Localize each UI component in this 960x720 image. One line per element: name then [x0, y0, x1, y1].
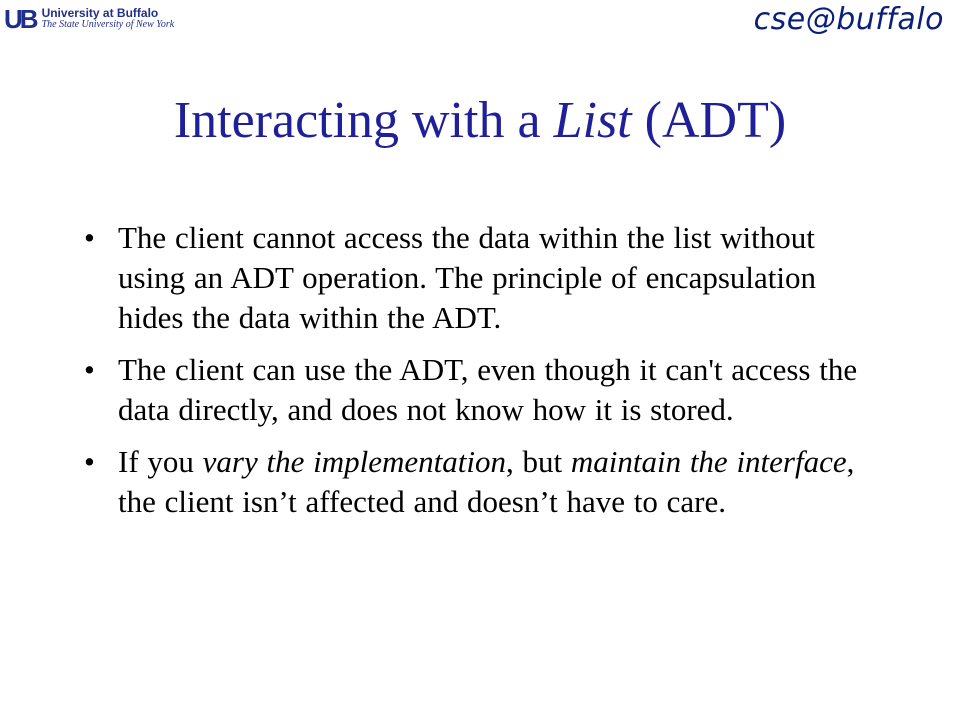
ub-logo-text — [42, 7, 175, 30]
cse-buffalo-logo: cse@buffalo — [753, 2, 944, 37]
bullet-item — [84, 218, 884, 338]
ub-logo-mark: UB — [4, 4, 36, 34]
bullet-text-part3: , the client isn’t affected and doesn’t have to care. — [118, 444, 855, 519]
bullet-list — [84, 218, 884, 534]
bullet-dot: • — [84, 444, 95, 479]
bullet-text-part1: If you — [118, 444, 203, 479]
bullet-item — [84, 442, 884, 522]
bullet-text-italic2: maintain the interface — [570, 444, 847, 479]
bullet-dot: • — [84, 220, 95, 255]
bullet-text-part2: , but — [505, 444, 571, 479]
ub-logo — [4, 6, 174, 32]
bullet-dot: • — [84, 352, 95, 387]
bullet-item — [84, 350, 884, 430]
ub-logo-subtitle: The State University of New York — [41, 19, 175, 31]
ub-logo-name: University at Buffalo — [41, 6, 159, 21]
bullet-text-italic1: vary the implementation — [202, 444, 506, 479]
slide-title — [0, 92, 960, 149]
slide-title-part2: (ADT) — [631, 92, 787, 149]
slide-title-italic: List — [553, 92, 632, 149]
slide-title-part1: Interacting with a — [173, 92, 554, 149]
bullet-text: The client cannot access the data within the list without using an ADT operation. The principle of encapsulation hides the data within the ADT. — [118, 220, 817, 335]
bullet-text: The client can use the ADT, even though it can't access the data directly, and does not know how it is stored. — [118, 352, 858, 427]
